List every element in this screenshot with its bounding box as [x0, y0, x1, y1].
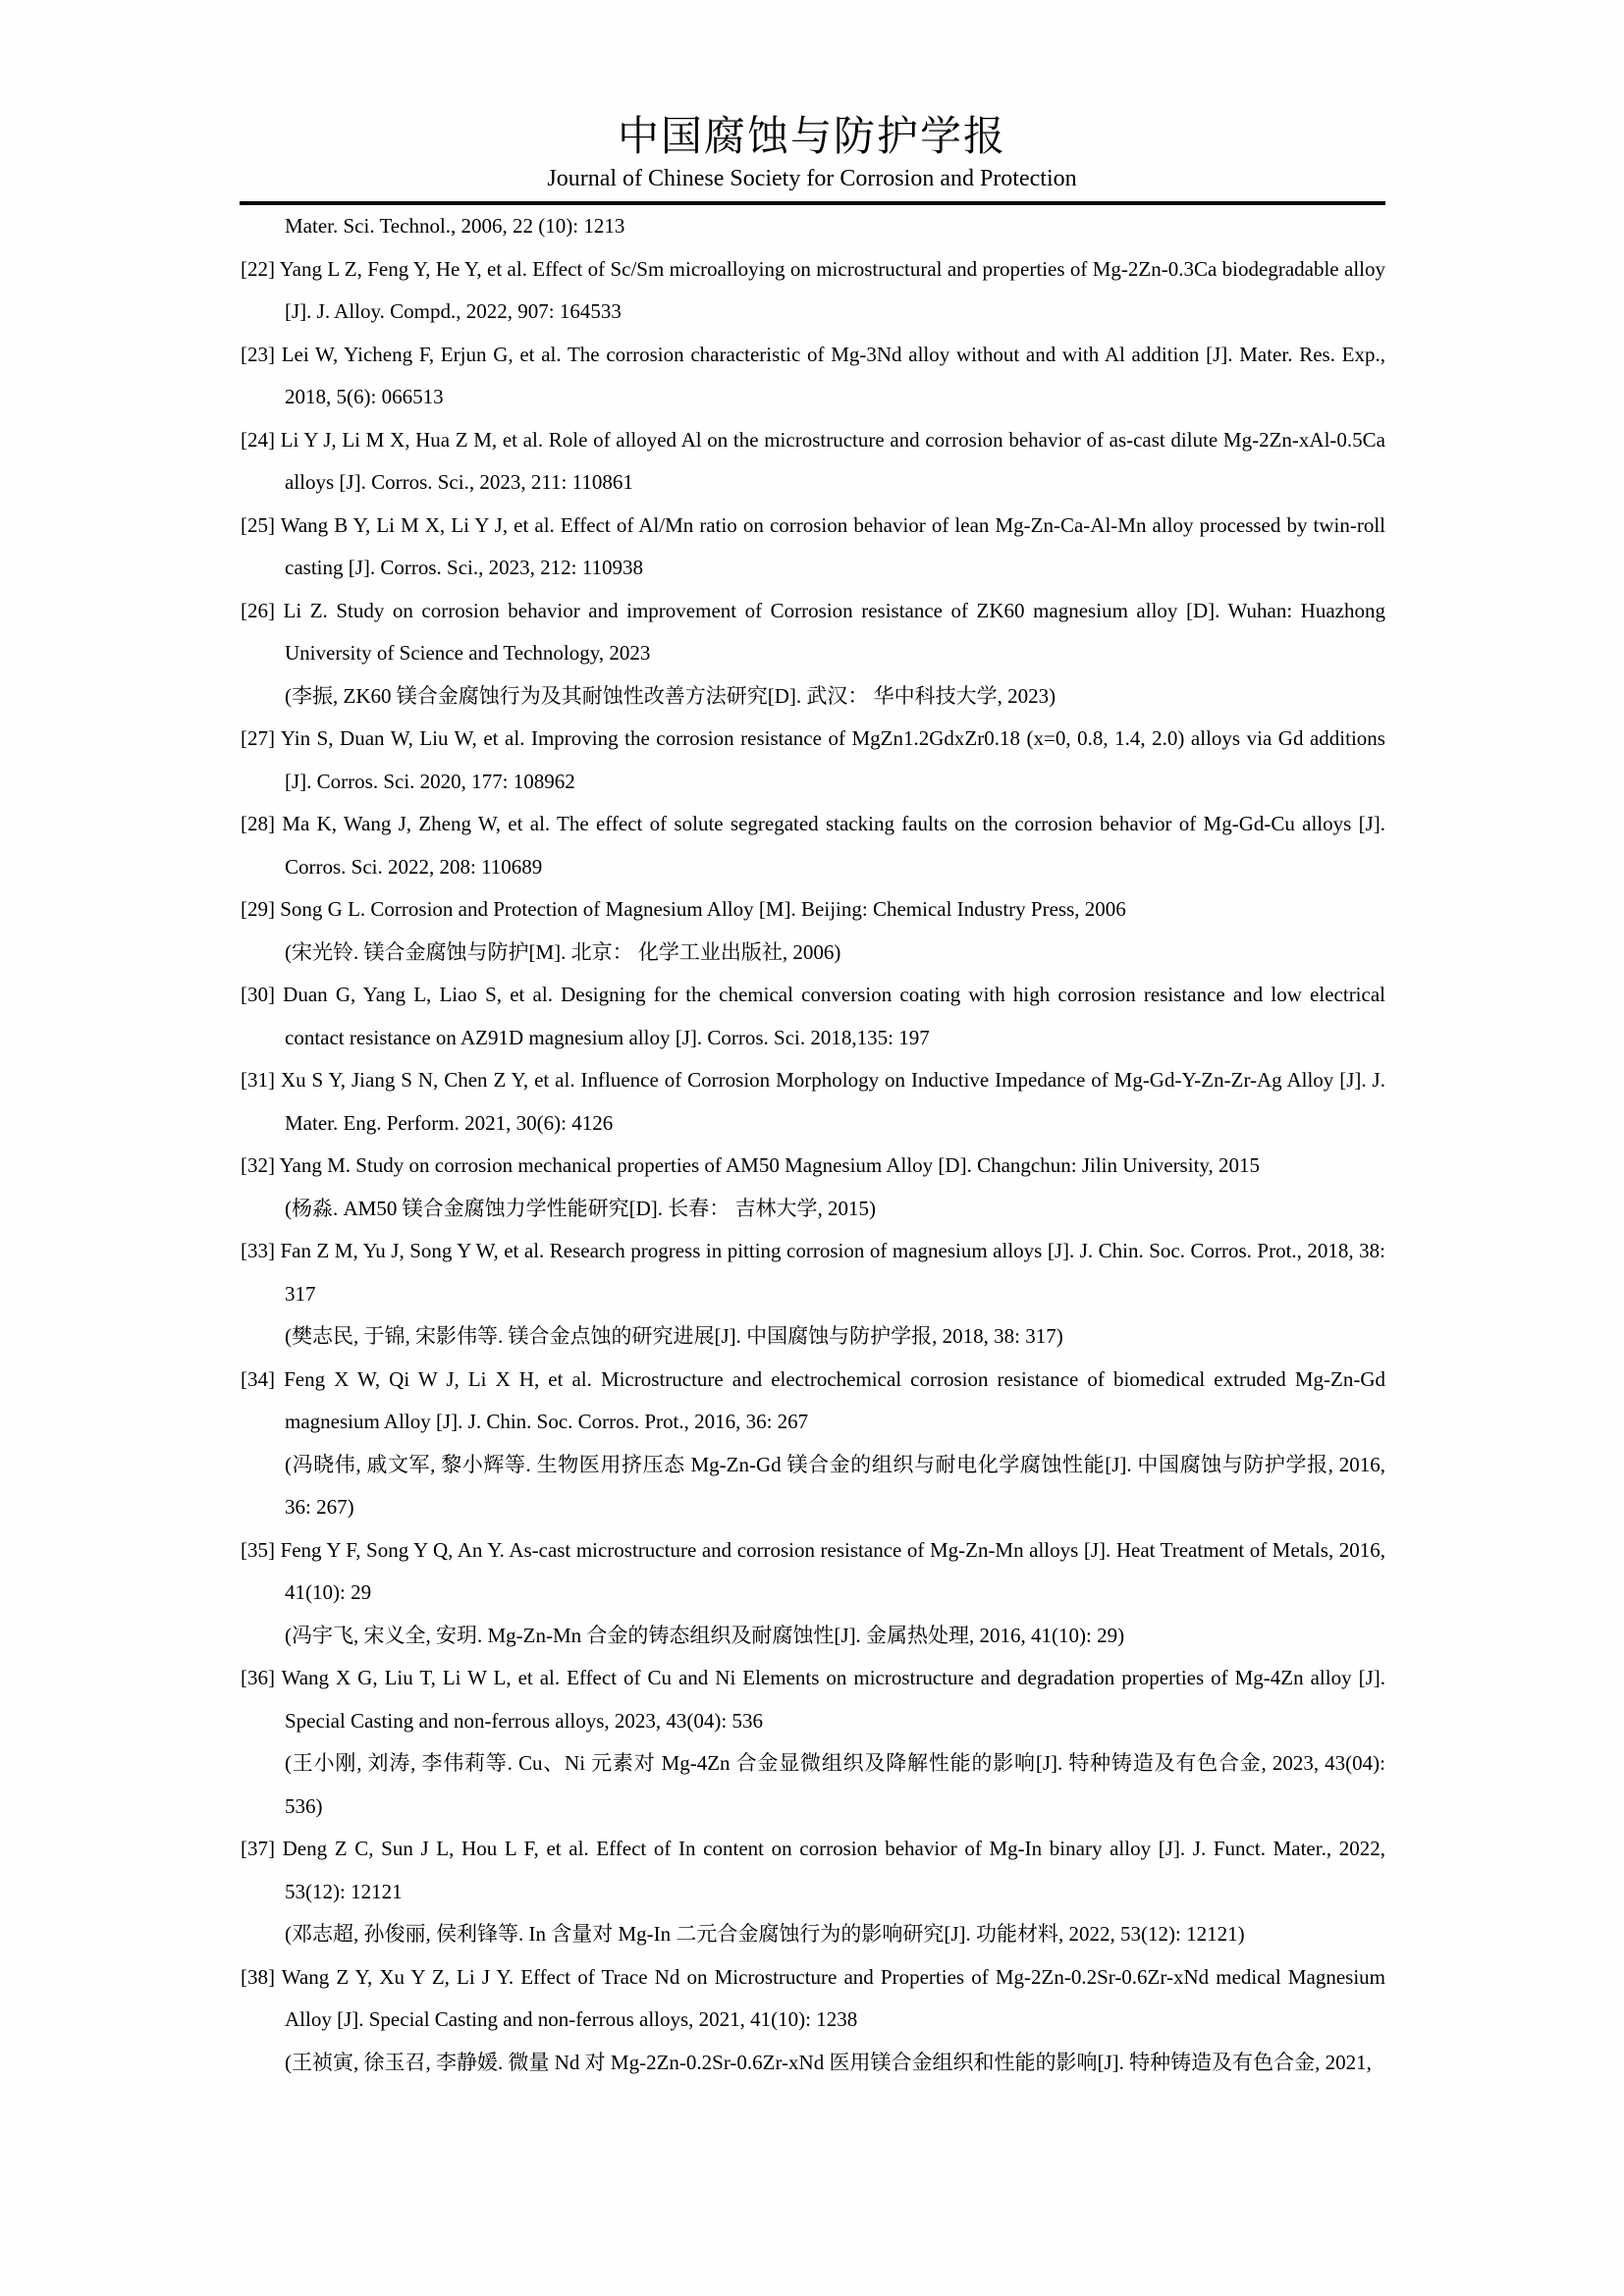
reference-english-text [241, 718, 1385, 803]
reference-entry [241, 803, 1385, 888]
reference-number: [30] [241, 983, 284, 1006]
reference-english-text [241, 888, 1385, 932]
reference-chinese-text: (邓志超, 孙俊丽, 侯利锋等. In 含量对 Mg-In 二元合金腐蚀行为的影响研究[J]. 功能材料, 2022, 53(12): 12121) [285, 1922, 1245, 1946]
reference-chinese-text: (王小刚, 刘涛, 李伟莉等. Cu、Ni 元素对 Mg-4Zn 合金显微组织及降解性能的影响[J]. 特种铸造及有色合金, 2023, 43(04): 536) [285, 1751, 1385, 1818]
reference-citation-text: Duan G, Yang L, Liao S, et al. Designing for the chemical conversion coating with high corrosion resistance and low electrical contact resistance on AZ91D magnesium alloy [J]. Corros. Sci. 2018,135: 197 [283, 983, 1385, 1049]
reference-chinese-text: (王祯寅, 徐玉召, 李静媛. 微量 Nd 对 Mg-2Zn-0.2Sr-0.6Zr-xNd 医用镁合金组织和性能的影响[J]. 特种铸造及有色合金, 2021, [285, 2050, 1372, 2074]
reference-citation-text: Xu S Y, Jiang S N, Chen Z Y, et al. Influence of Corrosion Morphology on Inductive Impedance of Mg-Gd-Y-Zn-Zr-Ag Alloy [J]. J. Mater. Eng. Perform. 2021, 30(6): 4126 [280, 1068, 1385, 1135]
reference-entry [241, 1956, 1385, 2085]
reference-citation-text: Yang M. Study on corrosion mechanical properties of AM50 Magnesium Alloy [D]. Changchun: Jilin University, 2015 [279, 1153, 1261, 1177]
reference-citation-text: Wang Z Y, Xu Y Z, Li J Y. Effect of Trace Nd on Microstructure and Properties of Mg-2Zn-0.2Sr-0.6Zr-xNd medical Magnesium Alloy [J]. Special Casting and non-ferrous alloys, 2021, 41(10): 1238 [281, 1964, 1385, 2031]
reference-english-text [241, 1529, 1385, 1615]
reference-citation-text: Li Z. Study on corrosion behavior and improvement of Corrosion resistance of ZK60 magnesium alloy [D]. Wuhan: Huazhong University of Science and Technology, 2023 [283, 598, 1385, 665]
reference-citation-text: Li Y J, Li M X, Hua Z M, et al. Role of alloyed Al on the microstructure and corrosion behavior of as-cast dilute Mg-2Zn-xAl-0.5Ca alloys [J]. Corros. Sci., 2023, 211: 110861 [280, 427, 1385, 494]
references-section [241, 205, 1385, 2084]
reference-entry [241, 1529, 1385, 1658]
reference-number: [35] [241, 1537, 281, 1562]
reference-entry [241, 888, 1385, 974]
reference-citation-text: Wang B Y, Li M X, Li Y J, et al. Effect of Al/Mn ratio on corrosion behavior of lean Mg-Zn-Ca-Al-Mn alloy processed by twin-roll casting [J]. Corros. Sci., 2023, 212: 110938 [280, 512, 1386, 579]
reference-entry [241, 718, 1385, 803]
reference-chinese-text: (宋光铃. 镁合金腐蚀与防护[M]. 北京： 化学工业出版社, 2006) [285, 939, 841, 964]
reference-list [241, 248, 1385, 2085]
reference-citation-text: Song G L. Corrosion and Protection of Magnesium Alloy [M]. Beijing: Chemical Industry Press, 2006 [280, 897, 1126, 921]
reference-number: [22] [241, 256, 280, 281]
reference-number: [28] [241, 812, 283, 835]
reference-number: [36] [241, 1666, 282, 1689]
reference-number: [29] [241, 897, 281, 921]
reference-entry [241, 248, 1385, 334]
reference-number: [33] [241, 1239, 281, 1262]
reference-chinese-text: (李振, ZK60 镁合金腐蚀行为及其耐蚀性改善方法研究[D]. 武汉： 华中科技大学, 2023) [285, 683, 1056, 708]
reference-entry [241, 1657, 1385, 1828]
reference-entry [241, 1828, 1385, 1956]
reference-entry [241, 419, 1385, 505]
reference-english-text [241, 1657, 1385, 1742]
reference-entry [241, 334, 1385, 419]
reference-number: [37] [241, 1837, 283, 1860]
reference-english-text [241, 505, 1385, 590]
reference-citation-text: Yin S, Duan W, Liu W, et al. Improving the corrosion resistance of MgZn1.2GdxZr0.18 (x=0, 0.8, 1.4, 2.0) alloys via Gd additions [J]. Corros. Sci. 2020, 177: 108962 [280, 726, 1385, 793]
reference-number: [26] [241, 598, 284, 622]
reference-citation-text: Fan Z M, Yu J, Song Y W, et al. Research progress in pitting corrosion of magnesium alloys [J]. J. Chin. Soc. Corros. Prot., 2018, 38: 317 [280, 1239, 1385, 1306]
reference-entry [241, 1059, 1385, 1145]
reference-english-text [241, 1059, 1385, 1145]
reference-english-text [241, 590, 1385, 675]
reference-number: [24] [241, 427, 281, 452]
reference-english-text [241, 1145, 1385, 1188]
reference-entry [241, 1145, 1385, 1230]
reference-number: [27] [241, 726, 281, 750]
journal-title-english: Journal of Chinese Society for Corrosion and Protection [547, 166, 1077, 191]
reference-number: [23] [241, 342, 282, 366]
reference-english-text [241, 334, 1385, 419]
reference-citation-text: Feng X W, Qi W J, Li X H, et al. Microstructure and electrochemical corrosion resistance of biomedical extruded Mg-Zn-Gd magnesium Alloy [J]. J. Chin. Soc. Corros. Prot., 2016, 36: 267 [284, 1366, 1385, 1433]
reference-number: [32] [241, 1153, 280, 1177]
reference-citation-text: Yang L Z, Feng Y, He Y, et al. Effect of Sc/Sm microalloying on microstructural and properties of Mg-2Zn-0.3Ca biodegradable alloy [J]. J. Alloy. Compd., 2022, 907: 164533 [279, 256, 1385, 323]
reference-english-text [241, 803, 1385, 888]
reference-number: [31] [241, 1068, 281, 1092]
reference-entry [241, 1230, 1385, 1359]
reference-entry [241, 1359, 1385, 1529]
reference-number: [34] [241, 1366, 285, 1391]
reference-number: [25] [241, 512, 281, 537]
reference-entry [241, 590, 1385, 719]
journal-title-chinese: 中国腐蚀与防护学报 [617, 115, 1006, 160]
reference-citation-text: Ma K, Wang J, Zheng W, et al. The effect of solute segregated stacking faults on the corrosion behavior of Mg-Gd-Cu alloys [J]. Corros. Sci. 2022, 208: 110689 [282, 812, 1385, 879]
reference-number: [38] [241, 1964, 282, 1989]
reference-citation-text: Lei W, Yicheng F, Erjun G, et al. The corrosion characteristic of Mg-3Nd alloy without and with Al addition [J]. Mater. Res. Exp., 2018, 5(6): 066513 [281, 342, 1385, 408]
reference-english-text [241, 1828, 1385, 1913]
carryover-reference-line: Mater. Sci. Technol., 2006, 22 (10): 1213 [285, 214, 625, 238]
reference-chinese-text: (樊志民, 于锦, 宋影伟等. 镁合金点蚀的研究进展[J]. 中国腐蚀与防护学报, 2018, 38: 317) [285, 1324, 1063, 1348]
reference-english-text [241, 248, 1385, 334]
reference-citation-text: Feng Y F, Song Y Q, An Y. As-cast microstructure and corrosion resistance of Mg-Zn-Mn alloys [J]. Heat Treatment of Metals, 2016, 41(10): 29 [280, 1537, 1385, 1604]
reference-english-text [241, 419, 1385, 505]
reference-english-text [241, 1956, 1385, 2042]
reference-chinese-text: (杨淼. AM50 镁合金腐蚀力学性能研究[D]. 长春： 吉林大学, 2015) [285, 1196, 876, 1220]
reference-entry [241, 505, 1385, 590]
reference-citation-text: Wang X G, Liu T, Li W L, et al. Effect of Cu and Ni Elements on microstructure and degradation properties of Mg-4Zn alloy [J]. Special Casting and non-ferrous alloys, 2023, 43(04): 536 [281, 1666, 1385, 1733]
reference-entry [241, 974, 1385, 1059]
reference-english-text [241, 1359, 1385, 1444]
reference-english-text [241, 974, 1385, 1059]
reference-citation-text: Deng Z C, Sun J L, Hou L F, et al. Effect of In content on corrosion behavior of Mg-In binary alloy [J]. J. Funct. Mater., 2022, 53(12): 12121 [282, 1837, 1385, 1903]
reference-chinese-text: (冯晓伟, 戚文军, 黎小辉等. 生物医用挤压态 Mg-Zn-Gd 镁合金的组织与耐电化学腐蚀性能[J]. 中国腐蚀与防护学报, 2016, 36: 267) [285, 1452, 1385, 1519]
reference-english-text [241, 1230, 1385, 1315]
reference-chinese-text: (冯宇飞, 宋义全, 安玥. Mg-Zn-Mn 合金的铸态组织及耐腐蚀性[J]. 金属热处理, 2016, 41(10): 29) [285, 1623, 1125, 1647]
